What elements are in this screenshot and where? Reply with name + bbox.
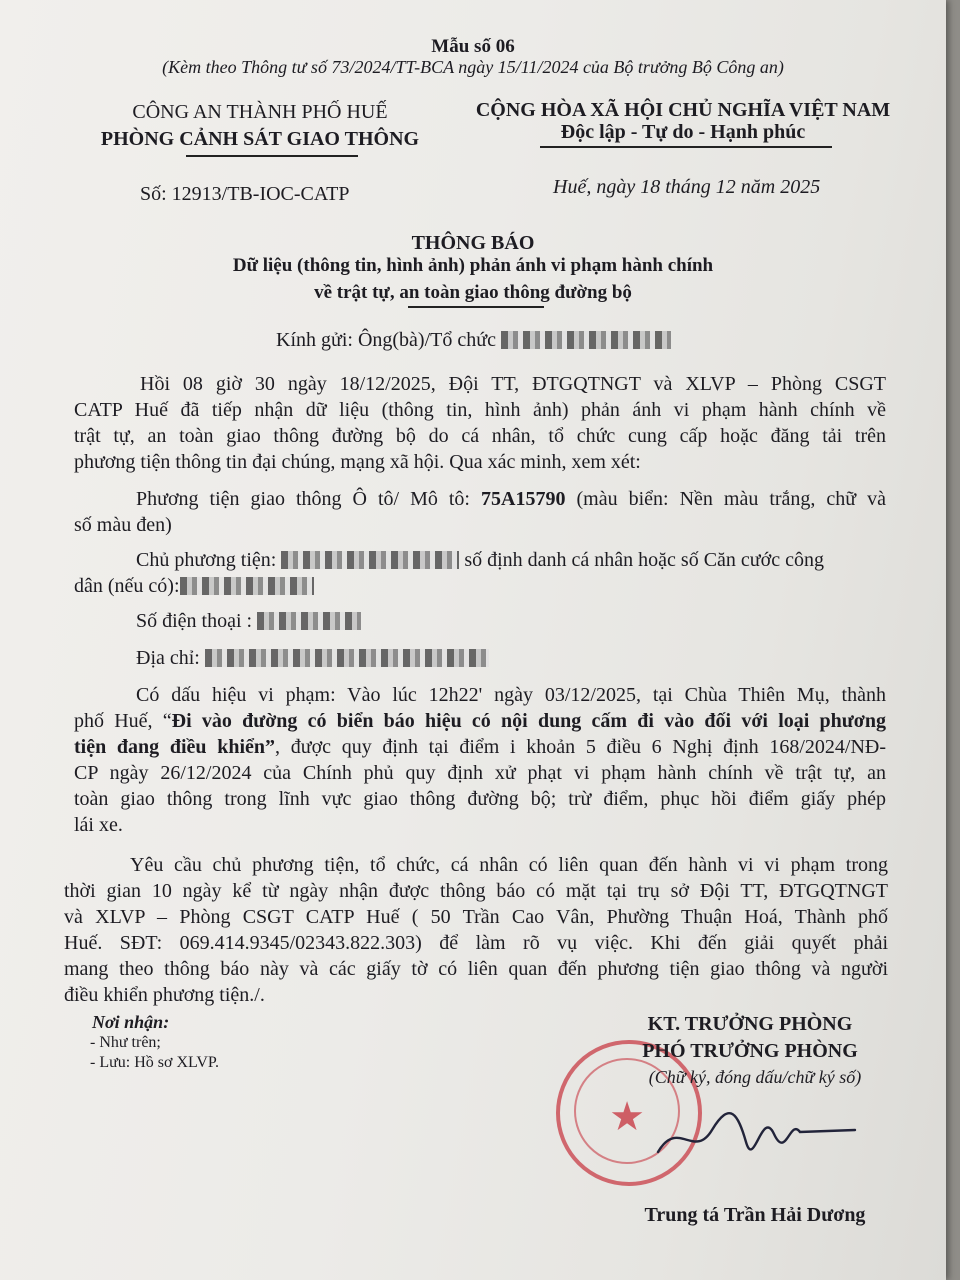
violation-description-b: tiện đang điều khiển” xyxy=(74,736,276,758)
recipient-item-1: - Như trên; xyxy=(90,1034,161,1051)
signer-name: Trung tá Trần Hải Dương xyxy=(644,1204,866,1226)
violation-line-4: CP ngày 26/12/2024 của Chính phủ quy định xử phạt vi phạm hành chính về trật tự, an xyxy=(74,762,886,784)
owner-paragraph xyxy=(74,547,886,599)
signer-role-2: PHÓ TRƯỞNG PHÒNG xyxy=(642,1040,858,1062)
signature-note: (Chữ ký, đóng dấu/chữ ký số) xyxy=(648,1067,862,1087)
document-number: Số: 12913/TB-IOC-CATP xyxy=(140,183,350,205)
vehicle-line-2: số màu đen) xyxy=(74,514,172,536)
redacted-id xyxy=(180,577,314,595)
intro-line-4: phương tiện thông tin đại chúng, mạng xã hội. Qua xác minh, xem xét: xyxy=(74,451,641,473)
violation-line-3: tiện đang điều khiển”, được quy định tại điểm i khoản 5 điều 6 Nghị định 168/2024/NĐ- xyxy=(74,736,886,758)
intro-line-3: trật tự, an toàn giao thông đường bộ do cá nhân, tổ chức cung cấp hoặc đăng tải trên xyxy=(74,425,886,447)
recipient-item-2: - Lưu: Hồ sơ XLVP. xyxy=(90,1054,219,1071)
violation-paragraph xyxy=(74,682,886,838)
title-underline xyxy=(408,306,544,308)
intro-line-1: Hồi 08 giờ 30 ngày 18/12/2025, Đội TT, ĐTGQTNGT và XLVP – Phòng CSGT xyxy=(140,373,886,395)
id-label-cont: dân (nếu có): xyxy=(74,575,180,597)
owner-line-1 xyxy=(74,547,886,573)
agency-underline xyxy=(186,155,358,157)
owner-label: Chủ phương tiện: xyxy=(136,549,282,571)
violation-line-2: phố Huế, “Đi vào đường có biển báo hiệu có nội dung cấm đi vào đối với loại phương xyxy=(74,710,886,732)
doc-title: THÔNG BÁO xyxy=(411,232,535,254)
address-label: Địa chỉ: xyxy=(136,647,200,669)
violation-line-5: toàn giao thông trong lĩnh vực giao thông đường bộ; trừ điểm, phục hồi điểm giấy phép xyxy=(74,788,886,810)
redacted-recipient xyxy=(501,331,671,349)
vehicle-label: Phương tiện giao thông Ô tô/ Mô tô: xyxy=(136,488,470,510)
phone-line xyxy=(136,608,361,634)
license-plate: 75A15790 xyxy=(481,488,566,510)
request-line-6: điều khiển phương tiện./. xyxy=(64,984,265,1006)
intro-paragraph xyxy=(74,371,886,475)
plate-color: (màu biển: Nền màu trắng, chữ và xyxy=(576,488,887,510)
redacted-phone xyxy=(257,612,361,630)
form-reference: (Kèm theo Thông tư số 73/2024/TT-BCA ngày 15/11/2024 của Bộ trưởng Bộ Công an) xyxy=(162,57,784,77)
owner-line-2 xyxy=(74,573,886,599)
request-line-3: và XLVP – Phòng CSGT CATP Huế ( 50 Trần Cao Vân, Phường Thuận Hoá, Thành phố xyxy=(64,906,888,928)
motto-underline xyxy=(540,146,832,148)
violation-line-6: lái xe. xyxy=(74,814,123,836)
nation-name: CỘNG HÒA XÃ HỘI CHỦ NGHĨA VIỆT NAM xyxy=(475,99,891,121)
address-line xyxy=(136,645,489,671)
request-paragraph xyxy=(64,852,888,1008)
request-line-2: thời gian 10 ngày kể từ ngày nhận được thông báo có mặt tại trụ sở Đội TT, ĐTGQTNGT xyxy=(64,880,888,902)
violation-line-1: Có dấu hiệu vi phạm: Vào lúc 12h22' ngày 03/12/2025, tại Chùa Thiên Mụ, thành xyxy=(136,684,886,706)
handwritten-signature xyxy=(650,1100,860,1170)
redacted-address xyxy=(205,649,489,667)
request-line-4: Huế. SĐT: 069.414.9345/02343.822.303) để làm rõ vụ việc. Khi đến giải quyết phải xyxy=(64,932,888,954)
vehicle-line-1 xyxy=(74,486,886,512)
vehicle-paragraph xyxy=(74,486,886,538)
recipients-heading: Nơi nhận: xyxy=(92,1012,170,1032)
intro-line-2: CATP Huế đã tiếp nhận dữ liệu (thông tin, hình ảnh) phản ánh vi phạm hành chính về xyxy=(74,399,886,421)
place-date: Huế, ngày 18 tháng 12 năm 2025 xyxy=(553,176,821,198)
violation-description-a: Đi vào đường có biển báo hiệu có nội dung cấm đi vào đối với loại phương xyxy=(171,710,886,732)
nation-motto: Độc lập - Tự do - Hạnh phúc xyxy=(560,121,806,143)
form-number: Mẫu số 06 xyxy=(431,36,515,57)
agency-name: PHÒNG CẢNH SÁT GIAO THÔNG xyxy=(100,128,420,150)
doc-subtitle-2: về trật tự, an toàn giao thông đường bộ xyxy=(314,282,632,303)
signer-role-1: KT. TRƯỞNG PHÒNG xyxy=(647,1013,853,1035)
redacted-owner xyxy=(281,551,459,569)
recipient-line xyxy=(276,327,671,353)
doc-subtitle-1: Dữ liệu (thông tin, hình ảnh) phản ánh vi phạm hành chính xyxy=(232,255,714,276)
agency-parent: CÔNG AN THÀNH PHỐ HUẾ xyxy=(132,101,388,123)
phone-label: Số điện thoại : xyxy=(136,610,253,632)
id-label: số định danh cá nhân hoặc số Căn cước công xyxy=(464,549,824,571)
request-line-5: mang theo thông báo này và các giấy tờ có liên quan đến phương tiện giao thông và người xyxy=(64,958,888,980)
star-icon: ★ xyxy=(609,1094,645,1140)
recipient-label: Kính gửi: Ông(bà)/Tổ chức xyxy=(276,329,496,351)
request-line-1: Yêu cầu chủ phương tiện, tổ chức, cá nhân có liên quan đến hành vi vi phạm trong xyxy=(130,854,888,876)
